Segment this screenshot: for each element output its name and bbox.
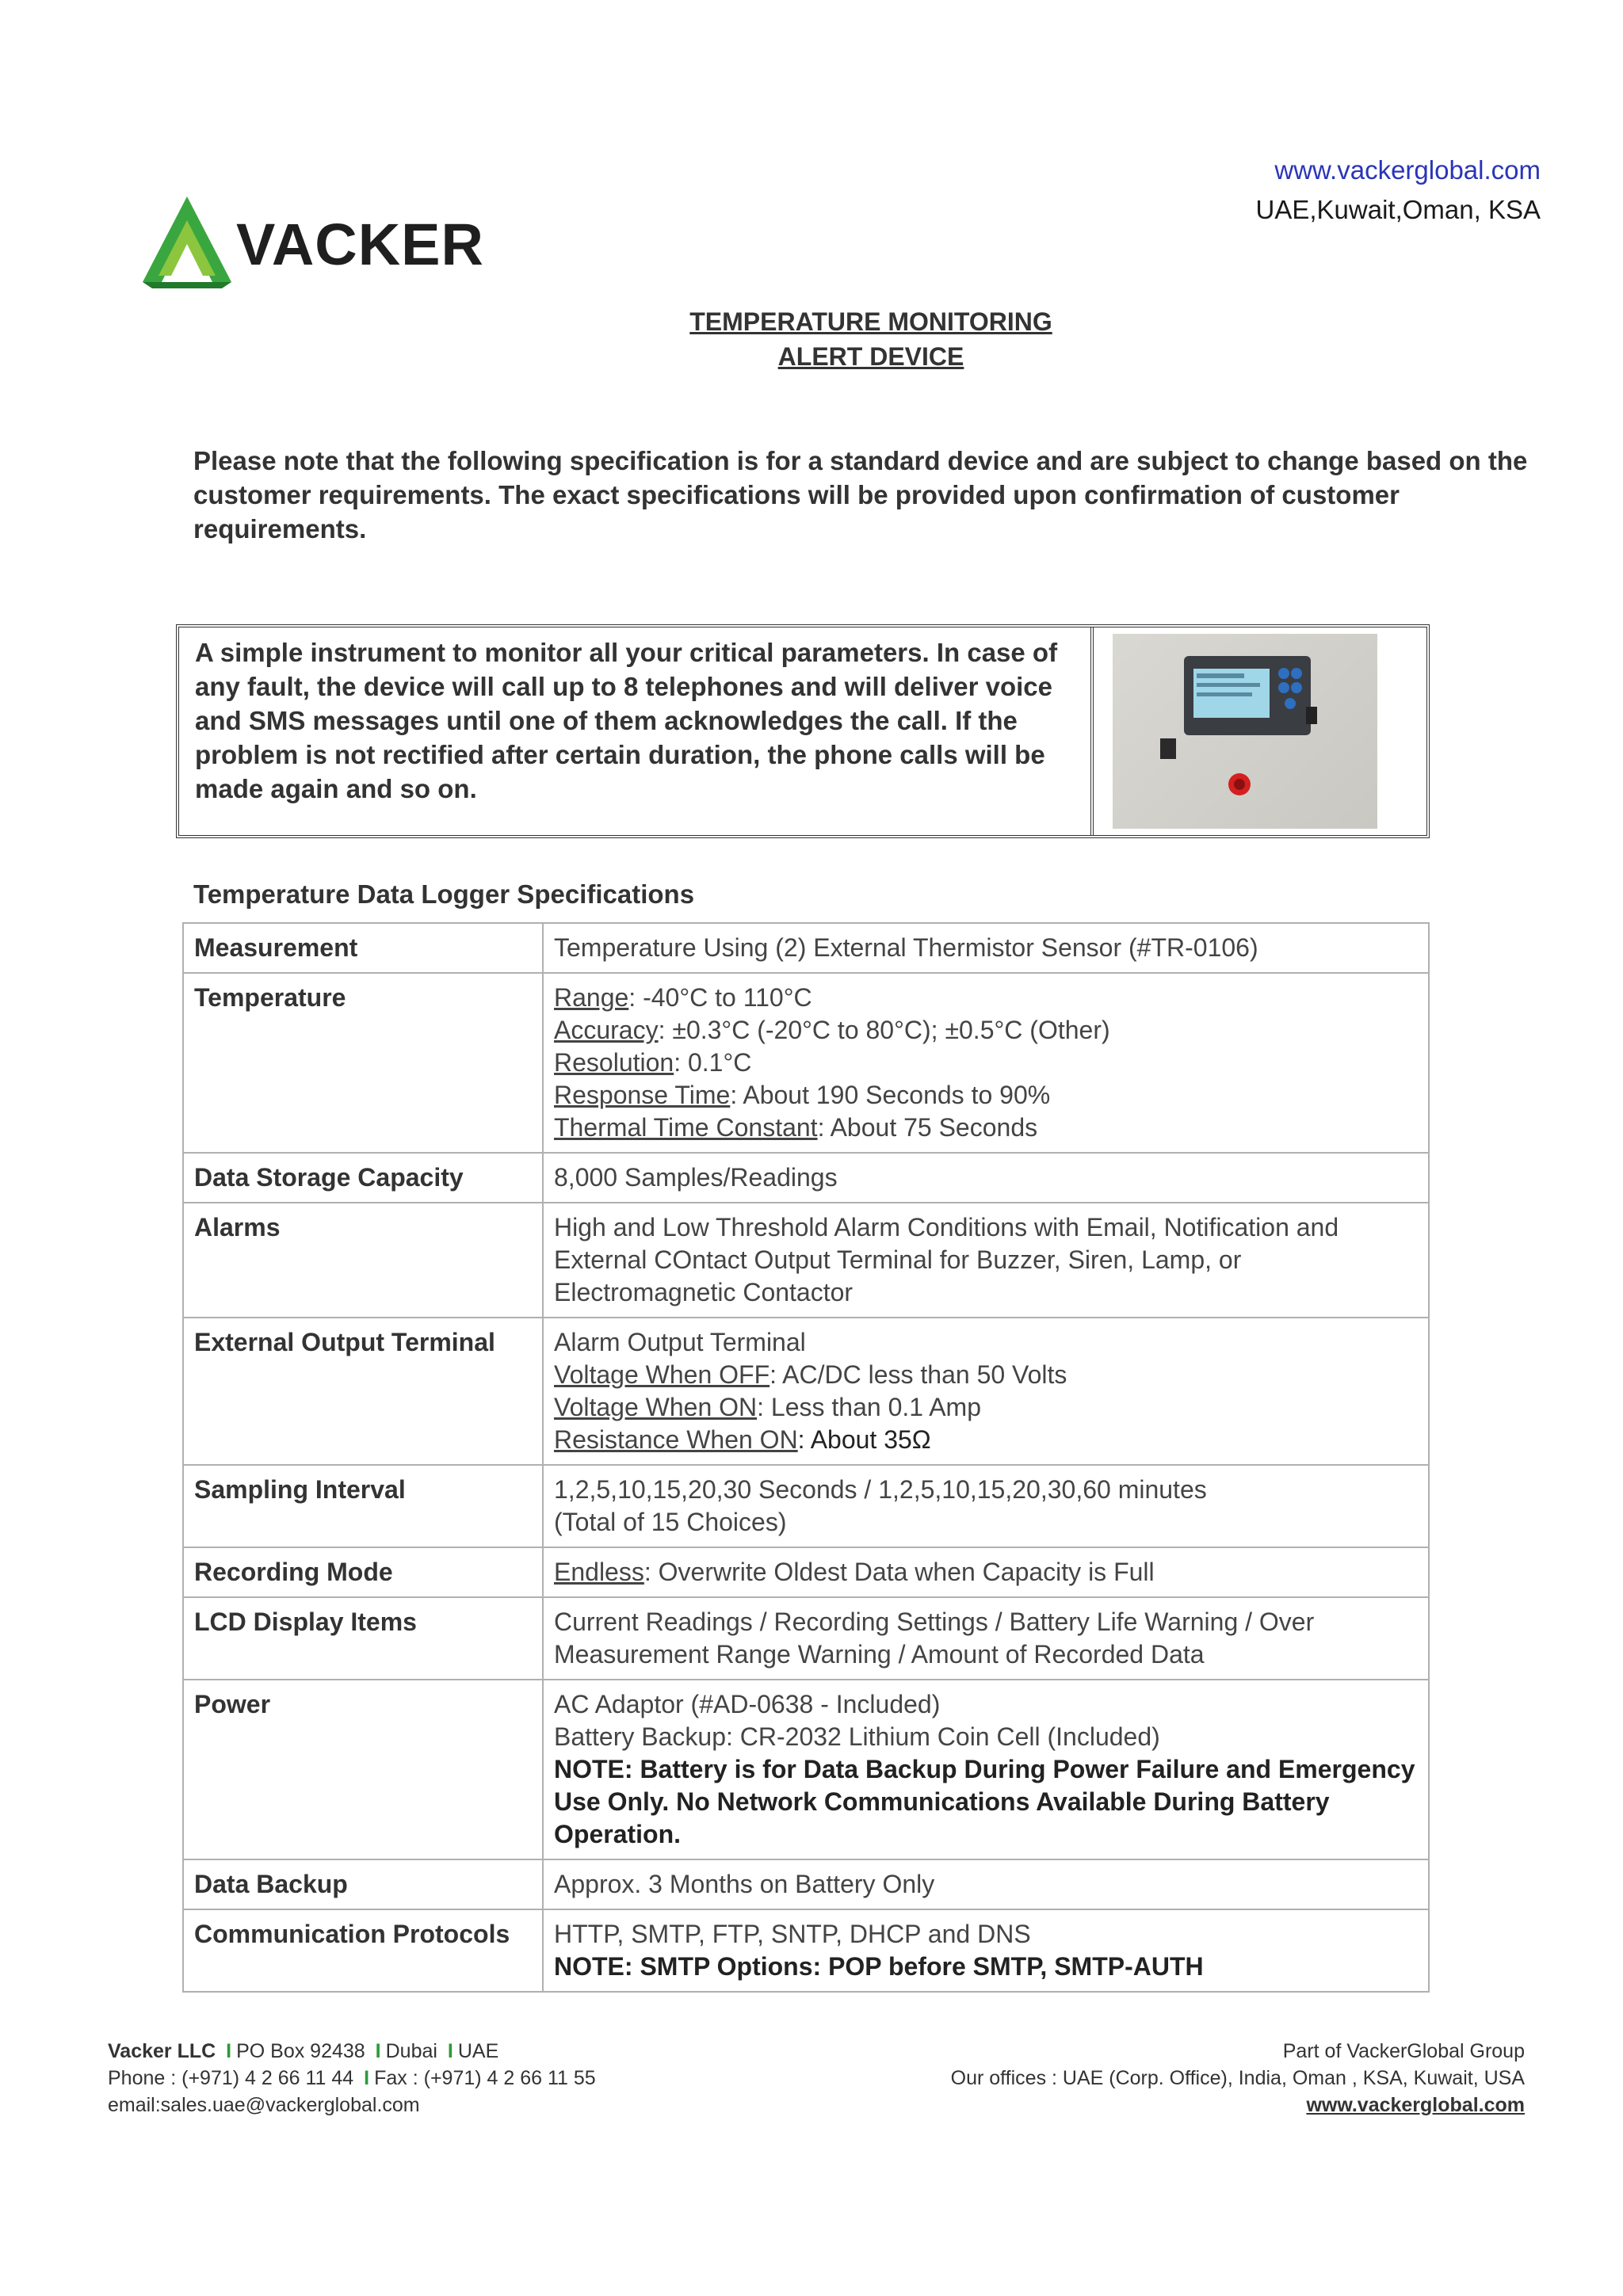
- footer-group: Part of VackerGlobal Group: [1282, 2040, 1525, 2062]
- spec-line: 1,2,5,10,15,20,30 Seconds / 1,2,5,10,15,20,30,60 minutes: [554, 1475, 1207, 1504]
- row-value: [543, 1465, 1429, 1547]
- footer-website-link[interactable]: www.vackerglobal.com: [1306, 2094, 1525, 2116]
- row-value: [543, 1909, 1429, 1992]
- table-row: [183, 1465, 1429, 1547]
- table-row: [183, 973, 1429, 1153]
- header-regions: UAE,Kuwait,Oman, KSA: [1255, 195, 1541, 224]
- header-website-link[interactable]: www.vackerglobal.com: [1274, 155, 1541, 185]
- spec-line: (Total of 15 Choices): [554, 1508, 787, 1536]
- row-label: Communication Protocols: [183, 1909, 543, 1992]
- table-row: [183, 1680, 1429, 1859]
- row-label: Data Storage Capacity: [183, 1153, 543, 1203]
- row-value: [543, 1318, 1429, 1465]
- footer-right: [951, 2038, 1525, 2119]
- table-row: [183, 923, 1429, 973]
- spec-table: [182, 922, 1430, 1993]
- spec-section-title: Temperature Data Logger Specifications: [193, 879, 695, 909]
- footer-separator: I: [447, 2040, 453, 2062]
- spec-key: Thermal Time Constant: [554, 1113, 818, 1142]
- footer-phone: Phone : (+971) 4 2 66 11 44: [108, 2067, 354, 2089]
- disclaimer-note: Please note that the following specification is for a standard device and are subject to change based on the customer requirements. The exact specifications will be provided upon confirmation of customer requirements.: [193, 446, 1528, 543]
- intro-divider: [1090, 627, 1094, 835]
- table-row: [183, 1909, 1429, 1992]
- spec-key: Endless: [554, 1558, 644, 1586]
- table-row: [183, 1597, 1429, 1680]
- row-value: [543, 973, 1429, 1153]
- table-row: [183, 1153, 1429, 1203]
- spec-note: NOTE: SMTP Options: POP before SMTP, SMTP-AUTH: [554, 1952, 1204, 1981]
- row-label: Temperature: [183, 973, 543, 1153]
- spec-key: Resolution: [554, 1048, 674, 1077]
- table-row: [183, 1859, 1429, 1909]
- row-value: [543, 1547, 1429, 1597]
- spec-note: NOTE: Battery is for Data Backup During Power Failure and Emergency Use Only. No Network Communications Available During Battery Operation.: [554, 1755, 1415, 1848]
- logo-text: VACKER: [236, 212, 484, 277]
- row-label: Data Backup: [183, 1859, 543, 1909]
- row-value: 8,000 Samples/Readings: [543, 1153, 1429, 1203]
- table-row: [183, 1203, 1429, 1318]
- doc-title-line2: ALERT DEVICE: [777, 342, 964, 371]
- row-label: Alarms: [183, 1203, 543, 1318]
- spec-key: Voltage When OFF: [554, 1360, 770, 1389]
- footer-separator: I: [226, 2040, 232, 2062]
- spec-line: HTTP, SMTP, FTP, SNTP, DHCP and DNS: [554, 1920, 1031, 1948]
- spec-key: Range: [554, 983, 629, 1012]
- spec-key: Voltage When ON: [554, 1393, 758, 1421]
- row-label: Recording Mode: [183, 1547, 543, 1597]
- table-row: [183, 1318, 1429, 1465]
- footer-separator: I: [364, 2067, 370, 2089]
- intro-box: [176, 624, 1430, 838]
- row-label: External Output Terminal: [183, 1318, 543, 1465]
- footer-left: [108, 2038, 596, 2119]
- vacker-logo: [139, 193, 484, 290]
- footer-company: Vacker LLC: [108, 2040, 216, 2062]
- spec-key: Accuracy: [554, 1016, 659, 1044]
- row-value: [543, 1680, 1429, 1859]
- footer-country: UAE: [457, 2040, 499, 2062]
- spec-value: : About 35Ω: [797, 1425, 931, 1454]
- spec-value: : About 75 Seconds: [817, 1113, 1038, 1142]
- footer-fax: Fax : (+971) 4 2 66 11 55: [374, 2067, 596, 2089]
- footer-offices: Our offices : UAE (Corp. Office), India, Oman , KSA, Kuwait, USA: [950, 2067, 1525, 2089]
- row-label: Power: [183, 1680, 543, 1859]
- spec-value: : AC/DC less than 50 Volts: [769, 1360, 1067, 1389]
- intro-text: A simple instrument to monitor all your critical parameters. In case of any fault, the device will call up to 8 telephones and will deliver voice and SMS messages until one of them acknowledges the call. If the problem is not rectified after certain duration, the phone calls will be made again and so on.: [195, 638, 1058, 803]
- spec-value: : Less than 0.1 Amp: [757, 1393, 981, 1421]
- spec-value: : About 190 Seconds to 90%: [730, 1081, 1051, 1109]
- spec-value: : Overwrite Oldest Data when Capacity is Full: [643, 1558, 1155, 1586]
- spec-line: Alarm Output Terminal: [554, 1328, 806, 1356]
- spec-value: : -40°C to 110°C: [628, 983, 812, 1012]
- row-label: Measurement: [183, 923, 543, 973]
- table-row: [183, 1547, 1429, 1597]
- row-label: LCD Display Items: [183, 1597, 543, 1680]
- device-photo: [1113, 634, 1377, 829]
- row-label: Sampling Interval: [183, 1465, 543, 1547]
- spec-key: Resistance When ON: [554, 1425, 798, 1454]
- row-value: High and Low Threshold Alarm Conditions with Email, Notification and External COntact Output Terminal for Buzzer, Siren, Lamp, or Electromagnetic Contactor: [543, 1203, 1429, 1318]
- spec-value: : 0.1°C: [674, 1048, 752, 1077]
- footer-separator: I: [375, 2040, 381, 2062]
- vacker-logo-icon: [139, 193, 235, 290]
- spec-line: Battery Backup: CR-2032 Lithium Coin Cell (Included): [554, 1722, 1160, 1751]
- spec-key: Response Time: [554, 1081, 731, 1109]
- row-value: Approx. 3 Months on Battery Only: [543, 1859, 1429, 1909]
- spec-line: AC Adaptor (#AD-0638 - Included): [554, 1690, 941, 1718]
- footer-po-box: PO Box 92438: [236, 2040, 365, 2062]
- footer-city: Dubai: [385, 2040, 437, 2062]
- footer-email[interactable]: email:sales.uae@vackerglobal.com: [108, 2094, 420, 2116]
- row-value: Current Readings / Recording Settings / Battery Life Warning / Over Measurement Range Warning / Amount of Recorded Data: [543, 1597, 1429, 1680]
- doc-title-line1: TEMPERATURE MONITORING: [689, 307, 1052, 336]
- spec-value: : ±0.3°C (-20°C to 80°C); ±0.5°C (Other): [658, 1016, 1110, 1044]
- row-value: Temperature Using (2) External Thermistor Sensor (#TR-0106): [543, 923, 1429, 973]
